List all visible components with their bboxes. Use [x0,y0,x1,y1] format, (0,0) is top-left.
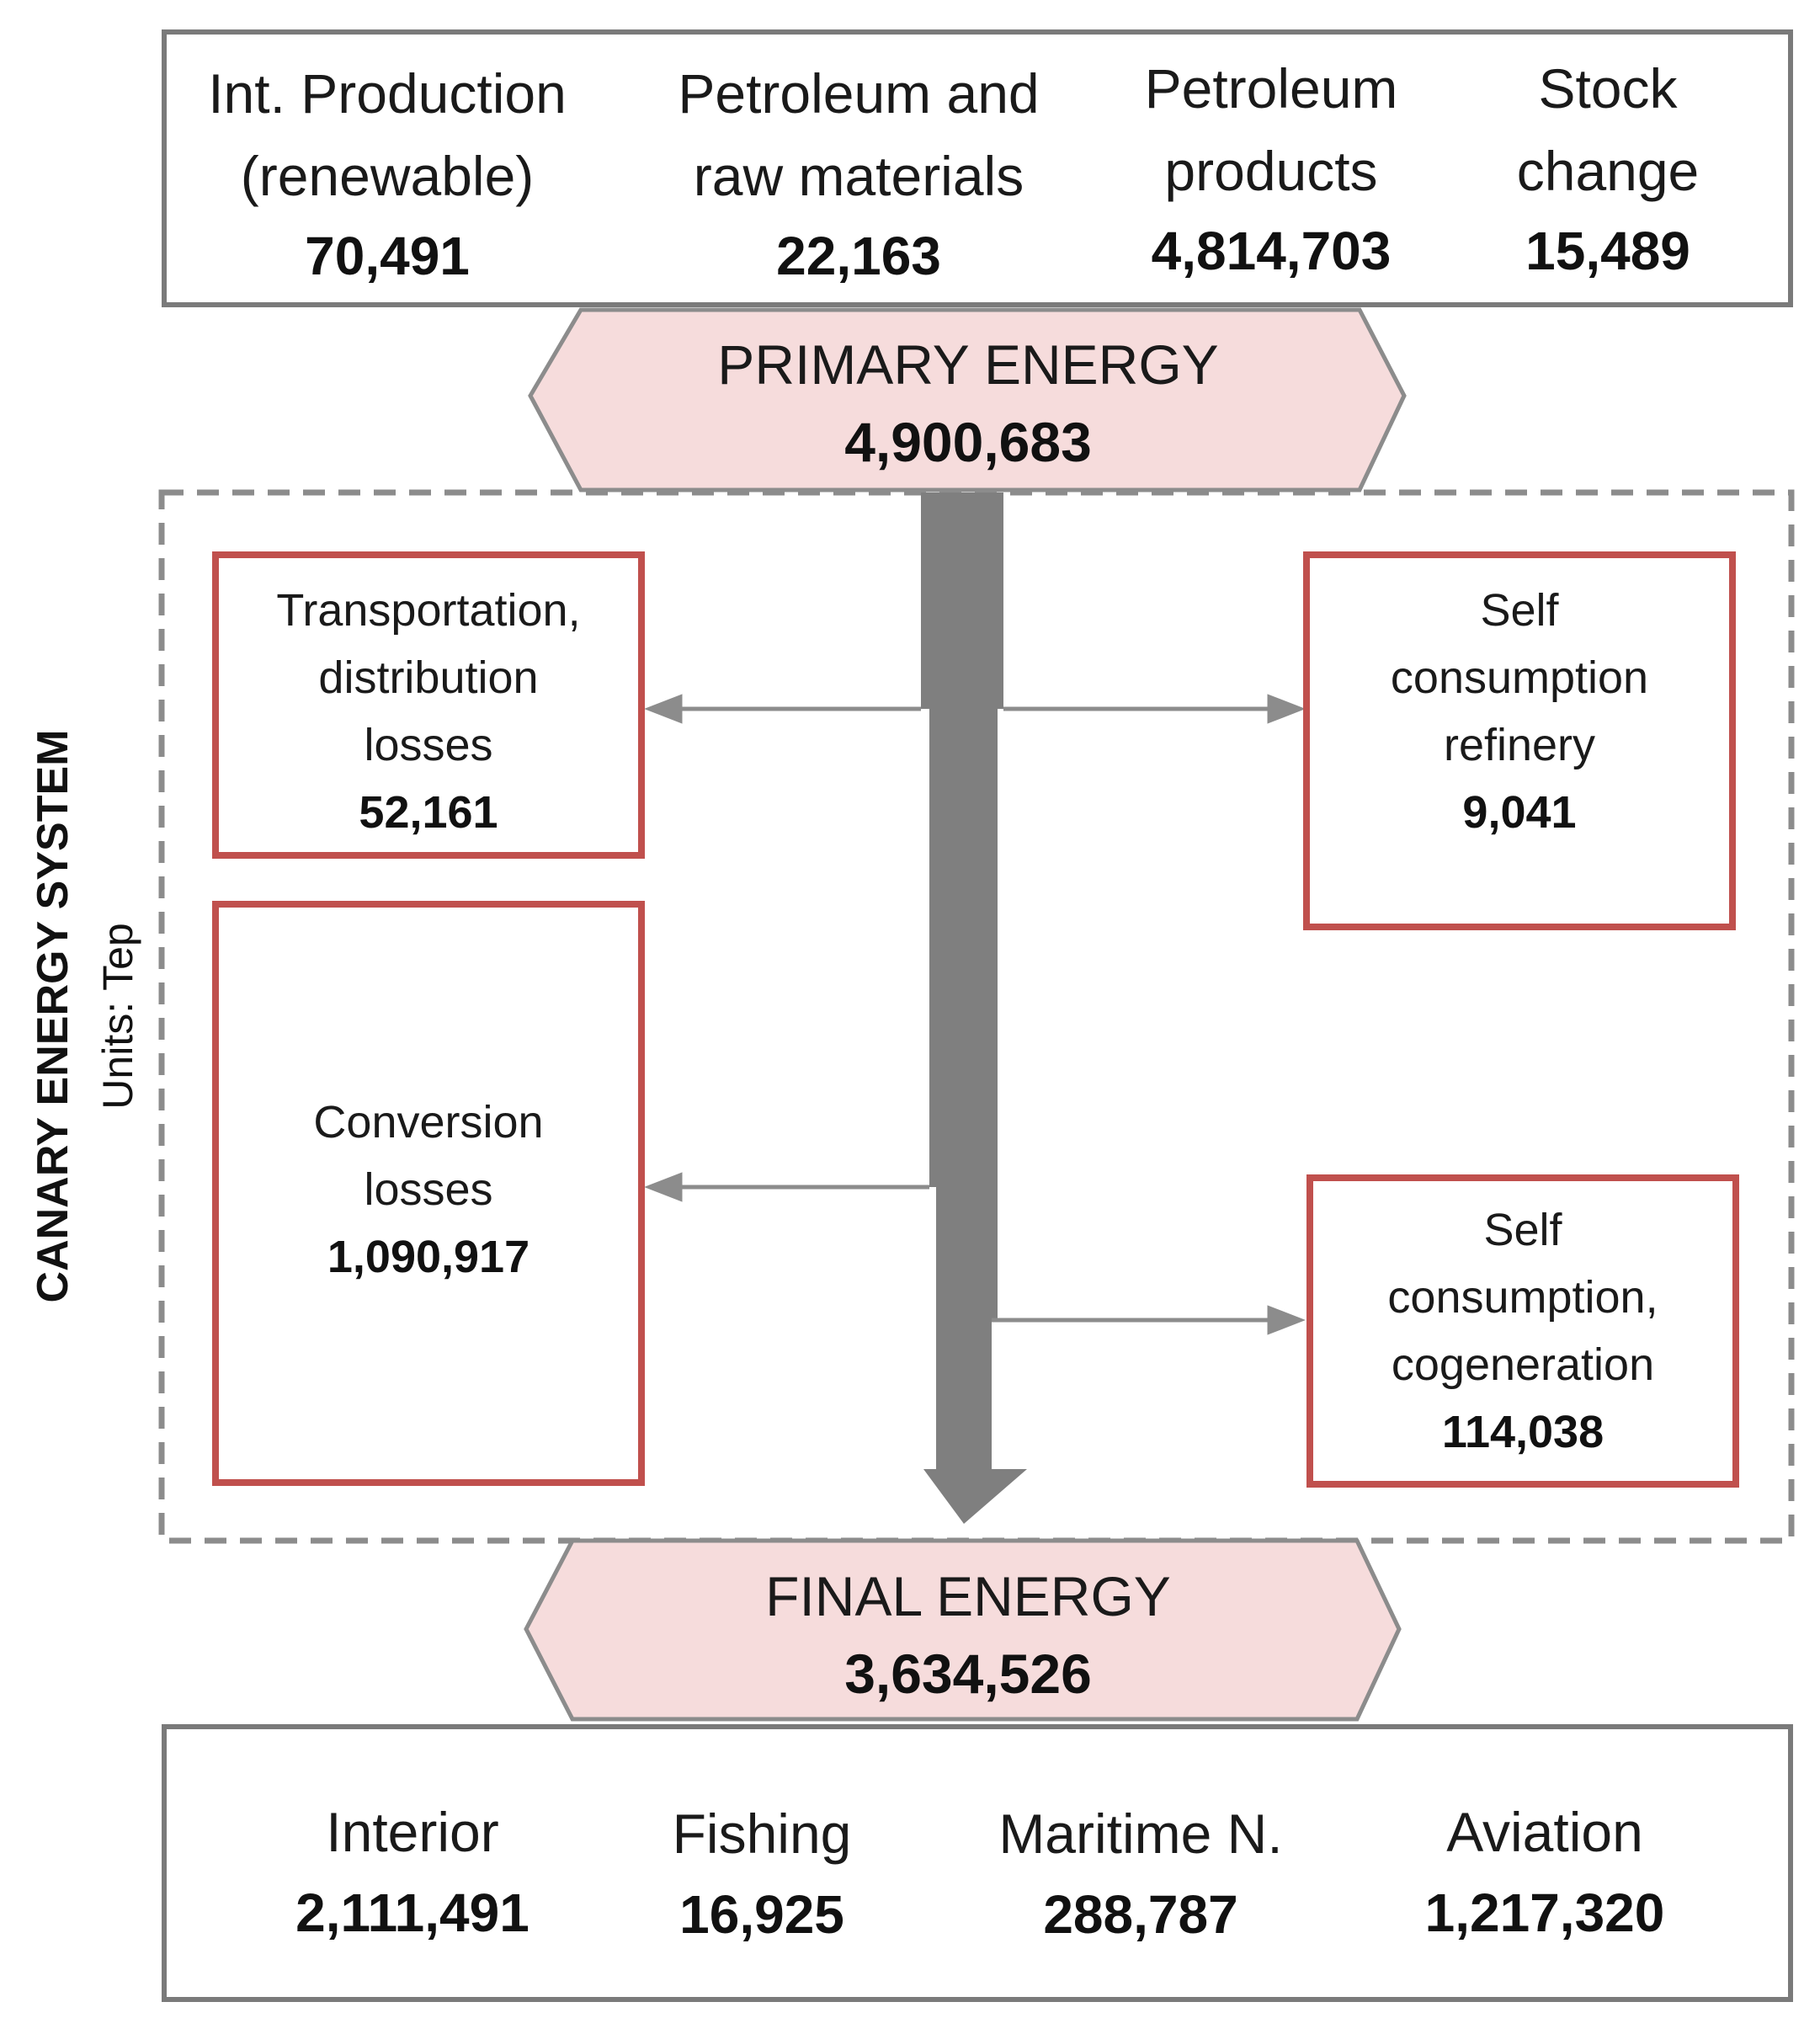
refinery-self-consumption-box: Self consumption refinery 9,041 [1303,551,1736,930]
use-fishing: Fishing 16,925 [672,1802,852,1945]
source-stock-change: Stock change 15,489 [1516,57,1700,281]
primary-energy-value: 4,900,683 [844,411,1092,473]
source-int-production: Int. Production (renewable) 70,491 [208,62,567,286]
main-flow-arrow [921,493,1027,1524]
cogeneration-self-consumption-box: Self consumption, cogeneration 114,038 [1306,1174,1739,1488]
source-petroleum-products: Petroleum products 4,814,703 [1144,57,1398,281]
cogeneration-self-consumption-value: 114,038 [1441,1407,1604,1457]
use-maritime: Maritime N. 288,787 [998,1802,1283,1945]
transport-losses-box: Transportation, distribution losses 52,161 [212,551,645,859]
use-interior: Interior 2,111,491 [295,1801,530,1943]
conversion-losses-box: Conversion losses 1,090,917 [212,901,645,1486]
final-energy-label: FINAL ENERGY [765,1565,1171,1627]
transport-losses-value: 52,161 [359,787,498,838]
primary-energy [589,324,1347,479]
primary-energy-label: PRIMARY ENERGY [717,333,1219,396]
system-units: Units: Tep [94,923,141,1110]
conversion-losses-value: 1,090,917 [327,1232,530,1282]
system-title: CANARY ENERGY SYSTEM [29,729,77,1303]
refinery-self-consumption-value: 9,041 [1462,787,1577,838]
use-aviation: Aviation 1,217,320 [1424,1801,1665,1943]
final-energy [589,1556,1347,1711]
final-energy-value: 3,634,526 [844,1643,1092,1705]
source-petroleum-raw: Petroleum and raw materials 22,163 [678,62,1040,286]
